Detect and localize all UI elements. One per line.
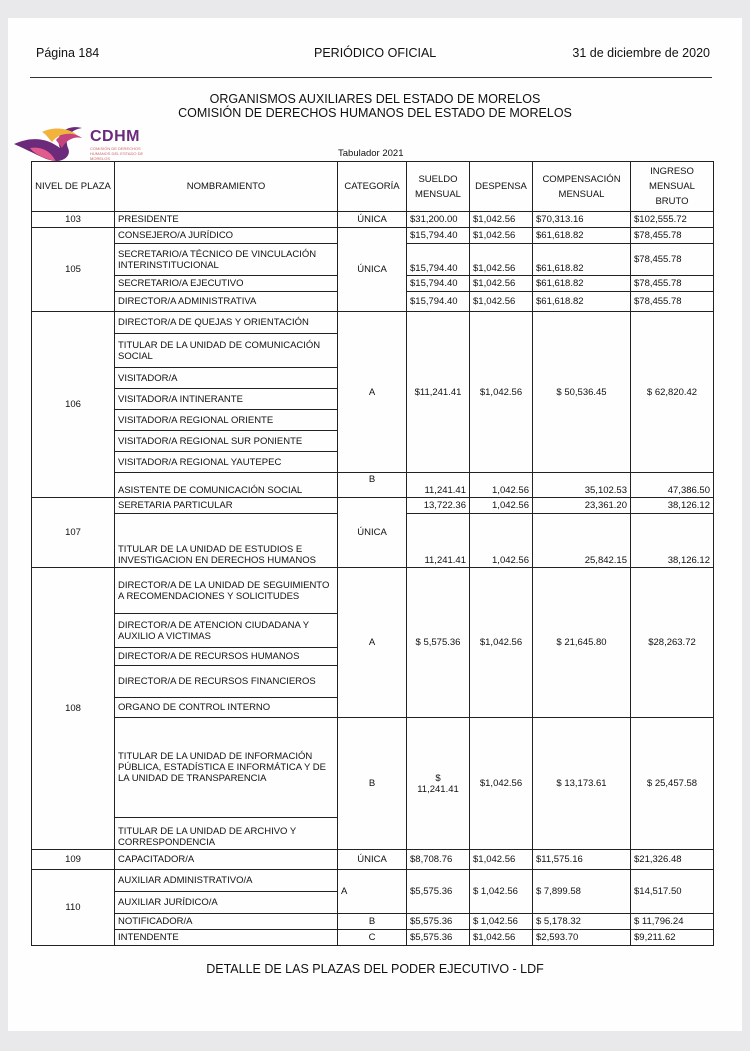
sueldo-cell: $8,708.76 <box>407 850 470 870</box>
compensacion-cell: $ 7,899.58 <box>533 870 631 914</box>
logo-subtitle: COMISIÓN DE DERECHOS HUMANOS DEL ESTADO DE MORELOS <box>90 146 144 161</box>
puesto-cell: VISITADOR/A REGIONAL SUR PONIENTE <box>115 431 338 452</box>
table-row <box>32 212 714 228</box>
puesto-cell: TITULAR DE LA UNIDAD DE COMUNICACIÓN SOCIAL <box>115 334 338 368</box>
compensacion-cell: $ 21,645.80 <box>533 568 631 718</box>
compensacion-cell: $61,618.82 <box>533 292 631 312</box>
table-row <box>32 228 714 244</box>
ingreso-cell: $28,263.72 <box>631 568 714 718</box>
sueldo-cell: $15,794.40 <box>407 244 470 276</box>
compensacion-cell: $61,618.82 <box>533 244 631 276</box>
despensa-cell: $1,042.56 <box>470 276 533 292</box>
categoria-cell: ÚNICA <box>338 212 407 228</box>
nivel-cell: 105 <box>32 228 115 312</box>
table-row <box>32 498 714 514</box>
sueldo-cell: $15,794.40 <box>407 292 470 312</box>
sueldo-cell: $ 5,575.36 <box>407 568 470 718</box>
ingreso-cell: $ 11,796.24 <box>631 914 714 930</box>
nivel-cell: 106 <box>32 312 115 498</box>
sueldo-cell: $5,575.36 <box>407 930 470 946</box>
despensa-cell: 1,042.56 <box>470 498 533 514</box>
categoria-cell: A <box>338 870 407 914</box>
col-compensacion: COMPENSACIÓN MENSUAL <box>533 162 631 212</box>
puesto-cell: AUXILIAR JURÍDICO/A <box>115 892 338 914</box>
sueldo-cell: $11,241.41 <box>407 312 470 473</box>
sueldo-cell: 13,722.36 <box>407 498 470 514</box>
puesto-cell: SERETARIA PARTICULAR <box>115 498 338 514</box>
ingreso-cell: $9,211.62 <box>631 930 714 946</box>
categoria-cell: B <box>338 473 407 498</box>
despensa-cell: $1,042.56 <box>470 244 533 276</box>
table-row <box>32 473 714 498</box>
puesto-cell: VISITADOR/A <box>115 368 338 389</box>
puesto-cell: VISITADOR/A INTINERANTE <box>115 389 338 410</box>
nivel-cell: 107 <box>32 498 115 568</box>
table-row <box>32 914 714 930</box>
sueldo-cell: $15,794.40 <box>407 228 470 244</box>
despensa-cell: $1,042.56 <box>470 228 533 244</box>
logo-name: CDHM <box>90 128 140 145</box>
table-row <box>32 312 714 334</box>
compensacion-cell: 35,102.53 <box>533 473 631 498</box>
despensa-cell: $1,042.56 <box>470 718 533 850</box>
nivel-cell: 109 <box>32 850 115 870</box>
sueldo-cell: $5,575.36 <box>407 914 470 930</box>
compensacion-cell: $ 5,178.32 <box>533 914 631 930</box>
col-sueldo: SUELDO MENSUAL <box>407 162 470 212</box>
puesto-cell: DIRECTOR/A ADMINISTRATIVA <box>115 292 338 312</box>
sueldo-cell: 11,241.41 <box>407 473 470 498</box>
sueldo-cell: $31,200.00 <box>407 212 470 228</box>
categoria-cell: A <box>338 568 407 718</box>
ingreso-cell: 38,126.12 <box>631 514 714 568</box>
compensacion-cell: $61,618.82 <box>533 276 631 292</box>
puesto-cell: DIRECTOR/A DE LA UNIDAD DE SEGUIMIENTO A RECOMENDACIONES Y SOLICITUDES <box>115 568 338 614</box>
newspaper-title: PERIÓDICO OFICIAL <box>314 46 437 60</box>
despensa-cell: $1,042.56 <box>470 930 533 946</box>
categoria-cell: A <box>338 312 407 473</box>
compensacion-cell: 25,842.15 <box>533 514 631 568</box>
sueldo-cell <box>407 718 470 850</box>
col-nivel: NIVEL DE PLAZA <box>32 162 115 212</box>
table-header-row <box>32 162 714 212</box>
col-ingreso: INGRESO MENSUAL BRUTO <box>631 162 714 212</box>
categoria-cell: C <box>338 930 407 946</box>
despensa-cell: $1,042.56 <box>470 292 533 312</box>
table-row <box>32 930 714 946</box>
puesto-cell: DIRECTOR/A DE RECURSOS FINANCIEROS <box>115 666 338 698</box>
puesto-cell: NOTIFICADOR/A <box>115 914 338 930</box>
despensa-cell: 1,042.56 <box>470 473 533 498</box>
puesto-cell: TITULAR DE LA UNIDAD DE ARCHIVO Y CORRESPONDENCIA <box>115 818 338 850</box>
compensacion-cell: $ 50,536.45 <box>533 312 631 473</box>
compensacion-cell: $70,313.16 <box>533 212 631 228</box>
ingreso-cell: $78,455.78 <box>631 244 714 276</box>
puesto-cell: PRESIDENTE <box>115 212 338 228</box>
ingreso-cell: $ 62,820.42 <box>631 312 714 473</box>
puesto-cell: SECRETARIO/A EJECUTIVO <box>115 276 338 292</box>
puesto-cell: INTENDENTE <box>115 930 338 946</box>
table-row <box>32 870 714 892</box>
puesto-cell: TITULAR DE LA UNIDAD DE INFORMACIÓN PÚBLICA, ESTADÍSTICA E INFORMÁTICA Y DE LA UNIDAD DE TRANSPARENCIA <box>115 718 338 818</box>
sueldo-cell: $15,794.40 <box>407 276 470 292</box>
nivel-cell: 110 <box>32 870 115 946</box>
despensa-cell: $1,042.56 <box>470 568 533 718</box>
sueldo-cell: $5,575.36 <box>407 870 470 914</box>
compensacion-cell: $61,618.82 <box>533 228 631 244</box>
table-row <box>32 568 714 614</box>
puesto-cell: CAPACITADOR/A <box>115 850 338 870</box>
section-subtitle: COMISIÓN DE DERECHOS HUMANOS DEL ESTADO DE MORELOS <box>178 106 572 120</box>
header-rule <box>30 77 712 78</box>
ingreso-cell: $78,455.78 <box>631 228 714 244</box>
puesto-cell: CONSEJERO/A JURÍDICO <box>115 228 338 244</box>
table-footer-caption: DETALLE DE LAS PLAZAS DEL PODER EJECUTIVO - LDF <box>206 962 544 976</box>
puesto-cell: VISITADOR/A REGIONAL YAUTEPEC <box>115 452 338 473</box>
publication-date: 31 de diciembre de 2020 <box>572 46 710 60</box>
nivel-cell: 108 <box>32 568 115 850</box>
puesto-cell: DIRECTOR/A DE QUEJAS Y ORIENTACIÓN <box>115 312 338 334</box>
ingreso-cell: $78,455.78 <box>631 292 714 312</box>
sueldo-amount: 11,241.41 <box>417 783 459 795</box>
compensacion-cell: $2,593.70 <box>533 930 631 946</box>
ingreso-cell: $14,517.50 <box>631 870 714 914</box>
categoria-cell: B <box>338 914 407 930</box>
ingreso-cell: 47,386.50 <box>631 473 714 498</box>
compensacion-cell: 23,361.20 <box>533 498 631 514</box>
categoria-cell: ÚNICA <box>338 228 407 312</box>
sueldo-cell: 11,241.41 <box>407 514 470 568</box>
puesto-cell: ORGANO DE CONTROL INTERNO <box>115 698 338 718</box>
table-row <box>32 850 714 870</box>
ingreso-cell: $21,326.48 <box>631 850 714 870</box>
table-row <box>32 718 714 818</box>
categoria-cell: B <box>338 718 407 850</box>
page-number: Página 184 <box>36 46 100 60</box>
ingreso-cell: $ 25,457.58 <box>631 718 714 850</box>
ingreso-cell: $102,555.72 <box>631 212 714 228</box>
puesto-cell: VISITADOR/A REGIONAL ORIENTE <box>115 410 338 431</box>
puesto-cell: DIRECTOR/A DE ATENCION CIUDADANA Y AUXILIO A VICTIMAS <box>115 614 338 648</box>
puesto-cell: ASISTENTE DE COMUNICACIÓN SOCIAL <box>115 473 338 498</box>
sueldo-currency: $ <box>435 772 441 784</box>
puesto-cell: SECRETARIO/A TÉCNICO DE VINCULACIÓN INTERINSTITUCIONAL <box>115 244 338 276</box>
section-title: ORGANISMOS AUXILIARES DEL ESTADO DE MORELOS <box>209 92 541 106</box>
puesto-cell: DIRECTOR/A DE RECURSOS HUMANOS <box>115 648 338 666</box>
col-despensa: DESPENSA <box>470 162 533 212</box>
despensa-cell: 1,042.56 <box>470 514 533 568</box>
despensa-cell: $ 1,042.56 <box>470 870 533 914</box>
compensacion-cell: $ 13,173.61 <box>533 718 631 850</box>
despensa-cell: $ 1,042.56 <box>470 914 533 930</box>
col-categoria: CATEGORÍA <box>338 162 407 212</box>
tabulador-label: Tabulador 2021 <box>338 148 404 159</box>
col-nombramiento: NOMBRAMIENTO <box>115 162 338 212</box>
ingreso-cell: 38,126.12 <box>631 498 714 514</box>
categoria-cell: ÚNICA <box>338 498 407 568</box>
compensacion-cell: $11,575.16 <box>533 850 631 870</box>
puesto-cell: AUXILIAR ADMINISTRATIVO/A <box>115 870 338 892</box>
puesto-cell: TITULAR DE LA UNIDAD DE ESTUDIOS E INVESTIGACION EN DERECHOS HUMANOS <box>115 514 338 568</box>
nivel-cell: 103 <box>32 212 115 228</box>
ingreso-cell: $78,455.78 <box>631 276 714 292</box>
despensa-cell: $1,042.56 <box>470 212 533 228</box>
despensa-cell: $1,042.56 <box>470 312 533 473</box>
salary-table <box>31 161 714 946</box>
despensa-cell: $1,042.56 <box>470 850 533 870</box>
categoria-cell: ÚNICA <box>338 850 407 870</box>
